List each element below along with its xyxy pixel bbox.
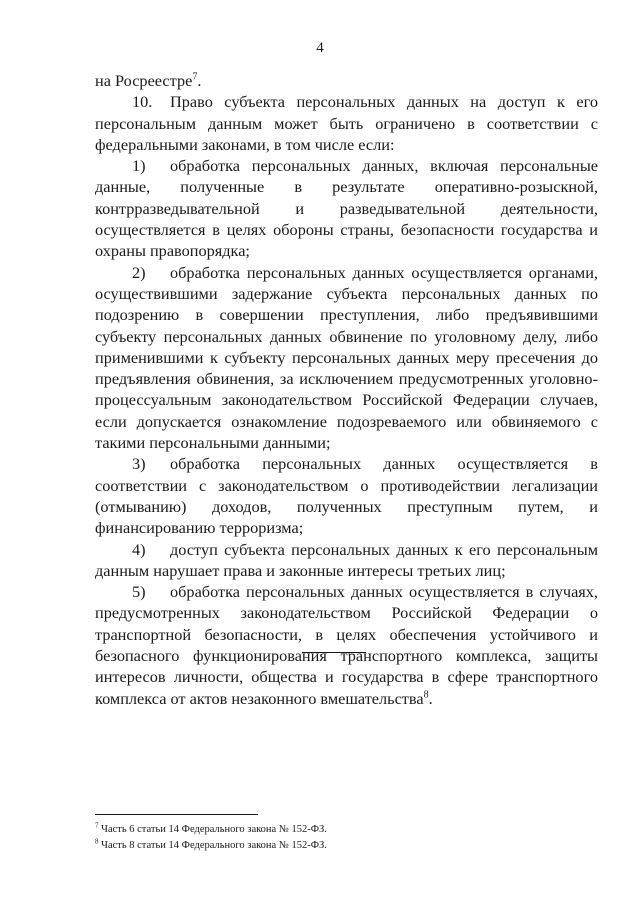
footnote-text: Часть 8 статьи 14 Федерального закона № 152-ФЗ. — [101, 840, 327, 851]
footnote-text: Часть 6 статьи 14 Федерального закона № 152-ФЗ. — [101, 824, 327, 835]
item-text: обработка персональных данных, включая персональные данные, полученные в результате оперативно-розыскной, контрразведывательной и разведывательной деятельности, осуществляется в целях обороны страны, безопасности государства и охраны правопорядка; — [95, 156, 598, 261]
item-text: обработка персональных данных осуществляется в соответствии с законодательством о противодействии легализации (отмыванию) доходов, полученных преступным путем, и финансированию терроризма; — [95, 454, 598, 538]
item-text: доступ субъекта персональных данных к его персональным данным нарушает права и законные интересы третьих лиц; — [95, 539, 598, 580]
footnote-marker: 7 — [95, 821, 99, 830]
footnote-rule — [95, 814, 258, 815]
item-number: 2) — [132, 262, 146, 282]
list-item-2 — [95, 262, 598, 454]
list-item-1 — [95, 155, 598, 261]
clause-10 — [95, 91, 598, 155]
clause-number: 10. — [132, 92, 153, 112]
footnote-8 — [95, 838, 595, 854]
item-end: . — [428, 688, 433, 708]
section-separator — [302, 652, 366, 653]
item-text: обработка персональных данных осуществляется в случаях, предусмотренных законодательством Российской Федерации о транспортной безопасности, в целях обеспечения устойчивого и безопасного функционирования транспортного комплекса, защиты интересов личности, общества и государства в сфере транспортного комплекса от актов незаконного вмешательства — [95, 582, 598, 708]
document-body — [95, 70, 598, 709]
footnote-7 — [95, 822, 595, 838]
footnotes — [95, 822, 595, 854]
list-item-4 — [95, 539, 598, 582]
item-number: 3) — [132, 454, 146, 474]
continuation-text: на Росреестре — [95, 71, 193, 90]
item-number: 5) — [132, 582, 146, 602]
footnote-ref-8: 8 — [423, 689, 429, 701]
item-number: 4) — [132, 539, 146, 559]
list-item-5 — [95, 581, 598, 709]
item-number: 1) — [132, 156, 146, 176]
continuation-end: . — [197, 71, 202, 90]
page-number: 4 — [316, 40, 324, 56]
continuation-line — [95, 70, 598, 91]
footnote-ref-7: 7 — [192, 71, 198, 83]
footnote-marker: 8 — [95, 837, 99, 846]
item-text: обработка персональных данных осуществляется органами, осуществившими задержание субъекта персональных данных по подозрению в совершении преступления, либо предъявившими субъекту персональных данных обвинение по уголовному делу, либо применившими к субъекту персональных данных меру пресечения до предъявления обвинения, за исключением предусмотренных уголовно-процессуальным законодательством Российской Федерации случаев, если допускается ознакомление подозреваемого или обвиняемого с такими персональными данными; — [95, 262, 598, 453]
clause-text: Право субъекта персональных данных на доступ к его персональным данным может быть ограничено в соответствии с федеральными законами, в том числе если: — [95, 92, 598, 154]
list-item-3 — [95, 453, 598, 538]
